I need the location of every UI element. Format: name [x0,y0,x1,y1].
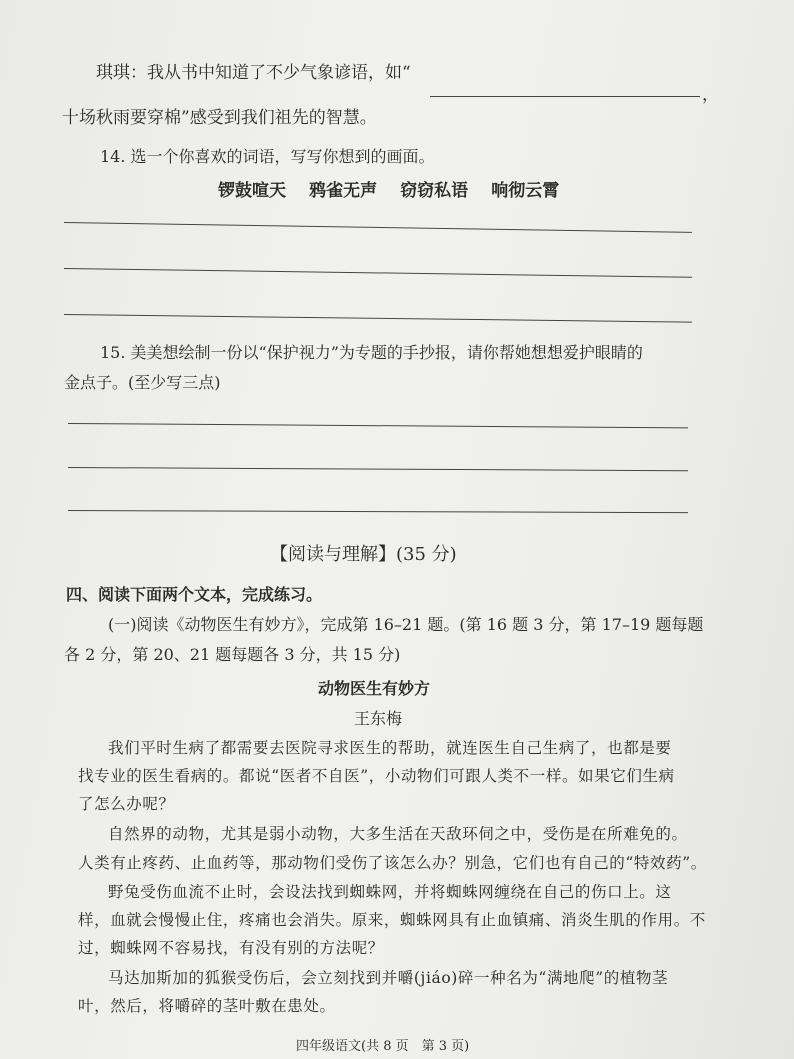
qiqi-line-2: 十场秋雨要穿棉”感受到我们祖先的智慧。 [62,108,377,128]
para3-line2: 样，血就会慢慢止住，疼痛也会消失。原来，蜘蛛网具有止血镇痛、消炎生肌的作用。不 [78,911,706,929]
para1-line3: 了怎么办呢？ [78,795,175,813]
para3-line3: 过，蜘蛛网不容易找，有没有别的方法呢？ [78,939,384,957]
question-14: 14. 选一个你喜欢的词语，写写你想到的画面。 [100,147,435,166]
page-footer: 四年级语文(共 8 页 第 3 页) [296,1039,470,1054]
answer-line-proverb[interactable] [430,96,700,97]
article-author: 王东梅 [354,709,403,728]
para2-line1: 自然界的动物，尤其是弱小动物，大多生活在天敌环伺之中，受伤是在所难免的。 [108,825,688,843]
answer-line-15-3[interactable] [68,510,688,513]
para1-line1: 我们平时生病了都需要去医院寻求医生的帮助，就连医生自己生病了，也都是要 [108,739,672,757]
reading-intro-line-1: (一)阅读《动物医生有妙方》，完成第 16–21 题。(第 16 题 3 分，第 17–19 题每题 [108,615,704,634]
word-choices [218,176,577,201]
question-15-line-1: 15. 美美想绘制一份以“保护视力”为专题的手抄报，请你帮她想想爱护眼睛的 [100,343,643,362]
word-choice-1: 锣鼓喧天 [218,181,286,201]
article-title: 动物医生有妙方 [318,679,431,698]
part-four-heading: 四、阅读下面两个文本，完成练习。 [66,585,323,604]
answer-line-15-1[interactable] [68,423,688,428]
answer-line-14-3[interactable] [64,314,692,323]
answer-line-15-2[interactable] [68,467,688,471]
para4-line2: 叶，然后，将嚼碎的茎叶敷在患处。 [78,997,336,1015]
para3-line1: 野兔受伤血流不止时，会设法找到蜘蛛网，并将蜘蛛网缠绕在自己的伤口上。这 [108,883,672,901]
word-choice-4: 响彻云霄 [491,181,560,201]
qiqi-comma: ， [702,85,719,105]
para4-line1: 马达加斯加的狐猴受伤后，会立刻找到并嚼(jiáo)碎一种名为“满地爬”的植物茎 [108,969,669,987]
answer-line-14-1[interactable] [64,222,692,233]
word-choice-2: 鸦雀无声 [309,181,378,201]
para1-line2: 找专业的医生看病的。都说“医者不自医”，小动物们可跟人类不一样。如果它们生病 [78,767,675,785]
section-heading: 【阅读与理解】(35 分) [270,544,457,565]
question-15-line-2: 金点子。(至少写三点) [64,373,221,392]
answer-line-14-2[interactable] [64,268,692,278]
word-choice-3: 窃窃私语 [400,181,469,201]
qiqi-line-1: 琪琪：我从书中知道了不少气象谚语，如“ [96,63,411,83]
reading-intro-line-2: 各 2 分，第 20、21 题每题各 3 分，共 15 分) [64,645,401,664]
para2-line2: 人类有止疼药、止血药等，那动物们受伤了该怎么办？别急，它们也有自己的“特效药”。 [78,854,707,872]
